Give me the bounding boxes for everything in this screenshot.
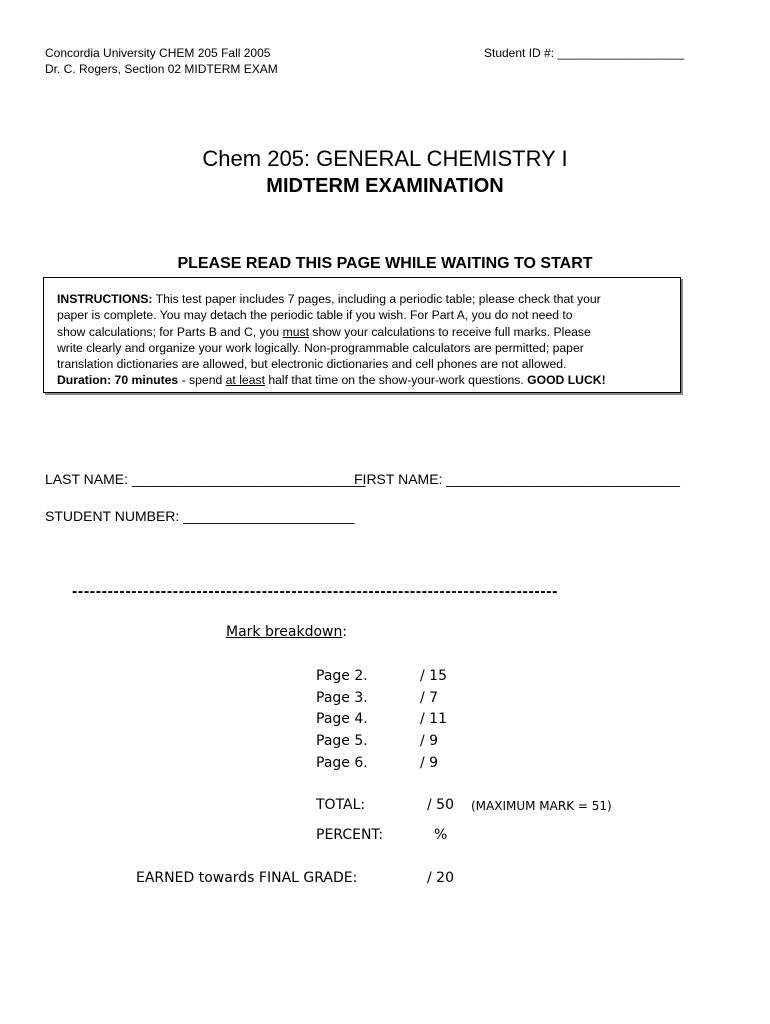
percent-label: PERCENT: bbox=[316, 827, 384, 843]
mark-row-value: / 7 bbox=[420, 690, 439, 706]
mark-row-label: Page 6. bbox=[316, 755, 368, 771]
mark-row-label: Page 4. bbox=[316, 711, 368, 727]
student-number-field[interactable]: STUDENT NUMBER: ______________________ bbox=[45, 508, 355, 524]
mark-row-value: / 9 bbox=[420, 733, 439, 749]
student-id-blank[interactable]: ___________________ bbox=[557, 46, 685, 60]
must-emphasis: must bbox=[282, 324, 309, 339]
at-least-emphasis: at least bbox=[225, 373, 265, 388]
student-id-field[interactable] bbox=[484, 46, 684, 61]
instructions-line-4: write clearly and organize your work logically. Non-programmable calculators are permitted; paper bbox=[57, 340, 584, 355]
exam-title: MIDTERM EXAMINATION bbox=[266, 175, 504, 197]
mark-row-value: / 15 bbox=[420, 668, 447, 684]
mark-row-label: Page 3. bbox=[316, 690, 368, 706]
good-luck: GOOD LUCK! bbox=[527, 373, 606, 388]
student-id-label: Student ID #: bbox=[484, 46, 555, 60]
instructions-label: INSTRUCTIONS: bbox=[57, 292, 153, 306]
instructions-line-2: paper is complete. You may detach the periodic table if you wish. For Part A, you do not need to bbox=[57, 308, 573, 323]
first-name-field[interactable]: FIRST NAME: ______________________________ bbox=[354, 471, 680, 487]
max-mark-note: (MAXIMUM MARK = 51) bbox=[471, 799, 612, 813]
mark-row-value: / 11 bbox=[420, 711, 447, 727]
last-name-field[interactable]: LAST NAME: ______________________________ bbox=[45, 471, 366, 487]
instructor-line: Dr. C. Rogers, Section 02 MIDTERM EXAM bbox=[45, 62, 278, 76]
duration-label: Duration: 70 minutes bbox=[57, 373, 179, 388]
earned-label: EARNED towards FINAL GRADE: bbox=[136, 870, 358, 886]
course-line: Concordia University CHEM 205 Fall 2005 bbox=[45, 46, 271, 60]
total-value: / 50 bbox=[427, 797, 454, 813]
earned-value: / 20 bbox=[427, 870, 454, 886]
mark-row-label: Page 5. bbox=[316, 733, 368, 749]
instructions-line-5: translation dictionaries are allowed, but electronic dictionaries and cell phones are not allowed. bbox=[57, 357, 567, 372]
instructions-box bbox=[43, 277, 681, 393]
mark-row-value: / 9 bbox=[420, 755, 439, 771]
percent-value: % bbox=[434, 827, 448, 843]
instructions-line-3: show calculations; for Parts B and C, you must show your calculations to receive full marks. Please bbox=[57, 324, 591, 339]
duration-line: Duration: 70 minutes - spend at least half that time on the show-your-work questions. GOOD LUCK! bbox=[57, 373, 606, 388]
read-notice: PLEASE READ THIS PAGE WHILE WAITING TO START bbox=[177, 255, 593, 272]
instructions-line-1: INSTRUCTIONS: This test paper includes 7 pages, including a periodic table; please check that your bbox=[57, 292, 601, 306]
separator-line: ---------------------------------------------------------------------------------- bbox=[72, 583, 559, 600]
mark-row-label: Page 2. bbox=[316, 668, 368, 684]
mark-breakdown-heading: Mark breakdown: bbox=[226, 624, 348, 640]
total-label: TOTAL: bbox=[316, 797, 366, 813]
course-title: Chem 205: GENERAL CHEMISTRY I bbox=[202, 146, 568, 171]
